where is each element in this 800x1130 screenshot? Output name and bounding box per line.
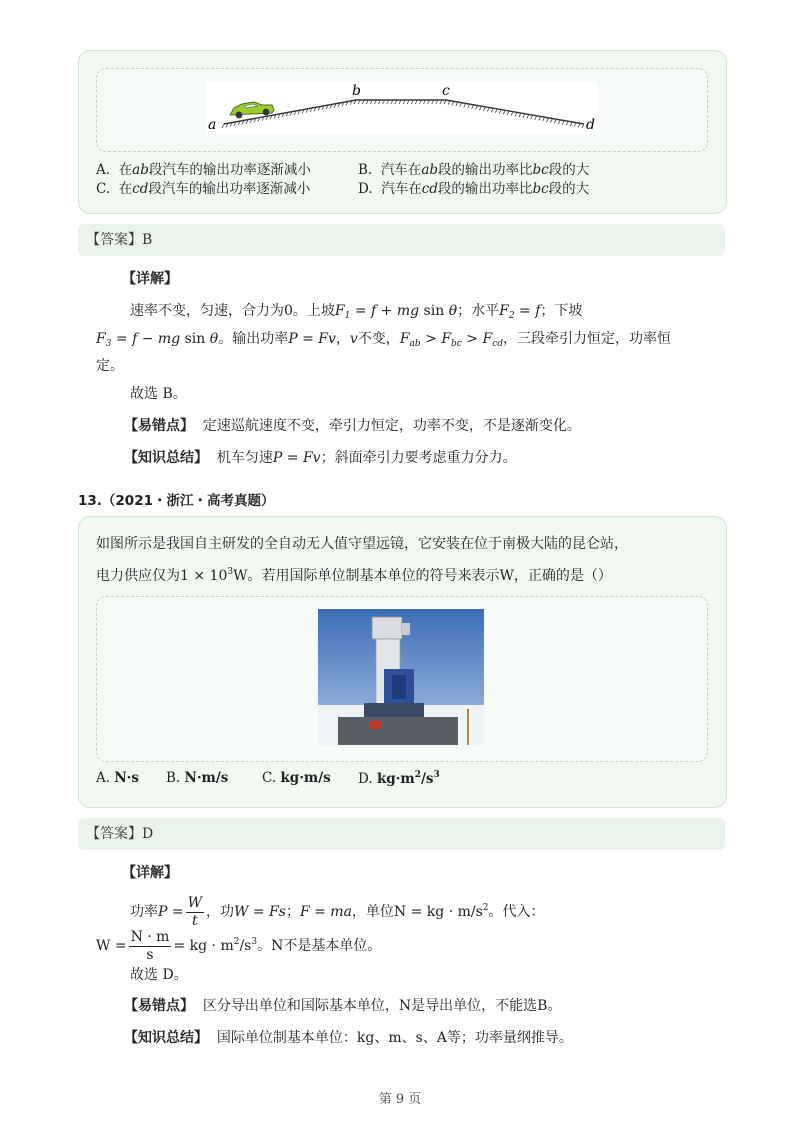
detail-12-line-2: $F_3 = f$ − mg sin θ。输出功率P = Fv，v不变，$F_{ab} > F_{bc} > F_{cd}$，三段牵引力恒定，功率恒 <box>96 331 672 349</box>
choose-12: 故选 B。 <box>130 386 187 402</box>
detail-12-title: 【详解】 <box>122 271 178 287</box>
point-a-label: a <box>208 117 217 133</box>
option-13-d: D. $kg\cdot m^2/s^3$ <box>358 770 440 787</box>
point-d-label: d <box>586 117 595 133</box>
option-12-c: C. 在cd段汽车的输出功率逐渐减小 <box>96 181 311 197</box>
option-13-b: B. N·m/s <box>166 770 229 786</box>
option-12-d: D. 汽车在cd段的输出功率比bc段的大 <box>358 181 590 197</box>
pitfall-12: 【易错点】 定速巡航速度不变，牵引力恒定，功率不变，不是逐渐变化。 <box>124 418 581 434</box>
answer-13: 【答案】D <box>78 818 725 850</box>
answer-12: 【答案】B <box>78 224 725 256</box>
detail-13-line-1: 功率P = $\frac{W}{t}$ ，功W = Fs；F = ma，单位N = kg · $m/s^2$。代入： <box>130 894 545 929</box>
question-13-title: 13.（2021・浙江・高考真题） <box>78 493 275 509</box>
summary-13: 【知识总结】 国际单位制基本单位：kg、m、s、A等；功率量纲推导。 <box>124 1030 573 1046</box>
option-12-b: B. 汽车在ab段的输出功率比bc段的大 <box>358 162 590 178</box>
detail-13-line-2: W = $\frac{N \cdot m}{s}$ = kg · $m^2/s^3$。N不是基本单位。 <box>96 928 382 963</box>
option-13-c: C. kg·m/s <box>262 770 331 786</box>
slope-figure <box>206 82 598 134</box>
telescope-photo <box>318 609 484 745</box>
detail-12-line-1: 速率不变，匀速，合力为0。上坡$F_1 = f$ + mg sin θ；水平$F_2 = f$；下坡 <box>130 303 583 321</box>
question-13-stem-2: 电力供应仅为$1 \times 10^3W$。若用国际单位制基本单位的符号来表示W，正确的是（） <box>96 567 612 584</box>
detail-12-line-3: 定。 <box>96 358 124 374</box>
page-number: 第 9 页 <box>378 1092 422 1107</box>
option-12-a: A. 在ab段汽车的输出功率逐渐减小 <box>96 162 311 178</box>
point-b-label: b <box>352 83 361 99</box>
question-13-stem-1: 如图所示是我国自主研发的全自动无人值守望远镜，它安装在位于南极大陆的昆仑站， <box>96 536 628 552</box>
detail-13-title: 【详解】 <box>122 865 178 881</box>
option-13-a: A. N·s <box>96 770 139 786</box>
summary-12: 【知识总结】 机车匀速P = Fv；斜面牵引力要考虑重力分力。 <box>124 450 517 466</box>
choose-13: 故选 D。 <box>130 967 188 983</box>
point-c-label: c <box>442 83 450 99</box>
pitfall-13: 【易错点】 区分导出单位和国际基本单位，N是导出单位，不能选B。 <box>124 998 562 1014</box>
